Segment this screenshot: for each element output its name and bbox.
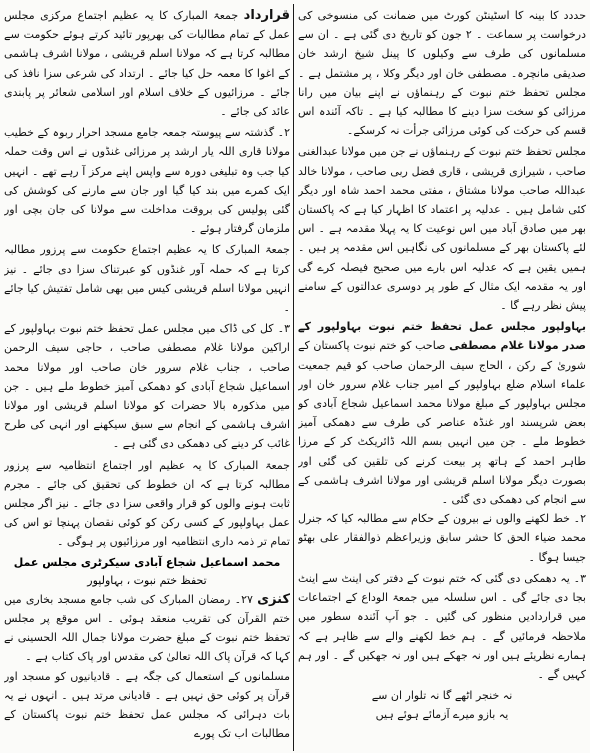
article-paragraph: جمعۃ المبارک کا یہ عظیم اجتماع حکومت سے پرزور مطالبہ کرتا ہے کہ حملہ آور غنڈوں کو عبرتناک سزا دی جائے ۔ نیز انہیں مولانا اسلم قریشی کیس میں بھی شامل تفتیش کیا جائے ۔ [4, 243, 290, 315]
poem-line-2: یہ بازو میرے آزمائے ہوئے ہیں [375, 708, 509, 722]
poem-line-1: نہ خنجر اٹھے گا نہ تلوار ان سے [371, 689, 513, 703]
article-paragraph: ۳۔ یہ دھمکی دی گئی کہ ختم نبوت کے دفتر کی اینٹ سے اینٹ بجا دی جائے گی ۔ اس سلسلہ میں جمعۃ الوداع کے اجتماعات میں قراردادیں منظور کی گئیں ۔ جو آپ آئندہ سطور میں ملاحظہ فرمائیں گے ۔ ہم خط لکھنے والے سے ظاہر ہے کہ ہمارے نظریئے ہیں اور نہ جھکے ہیں اور نہ جھکیں گے ۔ اور ہم کہیں گے ۔ [298, 571, 586, 681]
resolution-heading: قرارداد [243, 8, 290, 23]
resolution-paragraph [4, 6, 290, 121]
left-column [4, 6, 290, 750]
article-paragraph: مسلمانوں کے استعمال کی جگہ ہے ۔ قادیانیوں کو مسجد اور قرآن پر کوئی حق نہیں ہے ۔ قادیانی مرتد ہیں ۔ انہوں نے یہ بات دہرائی کہ مجلس عمل تحفظ ختم نبوت پاکستان کے مطالبات اب تک پورے [4, 669, 290, 741]
kanzi-heading: کنزی [257, 591, 290, 607]
column-divider [293, 4, 294, 751]
article-paragraph: ۲۔ خط لکھنے والوں نے بیرون کے حکام سے مطالبہ کیا کہ جنرل محمد ضیاء الحق کا حشر سابق وزیراعظم ذوالفقار علی بھٹو جیسا ہوگا ۔ [298, 512, 586, 564]
kanzi-paragraph [4, 590, 290, 667]
article-paragraph: جمعۃ المبارک کا یہ عظیم اور اجتماع انتظامیہ سے پرزور مطالبہ کرتا ہے کہ ان خطوط کی تحقیق کی جائے ۔ مجرم ثابت ہونے والوں کو قرار واقعی سزا دی جائے ۔ نیز اگر مجلس عمل بہاولپور کے کسی رکن کو کوئی نقصان پہنچا تو اس کی تمام تر ذمہ داری انتظامیہ اور مرزائیوں پر ہوگی ۔ [4, 458, 290, 549]
signature-name: محمد اسماعیل شجاع آبادی سیکرٹری مجلس عمل [13, 555, 281, 569]
article-paragraph: صاحب کو ختم نبوت پاکستان کے شوریٰ کے رکن ، الحاج سیف الرحمان صاحب کو قیم جمعیت علماء اسلام ضلع بہاولپور کے امیر جناب غلام سرور خان اور مجلس بہاولپور کے مبلغ مولانا محمد اسماعیل شجاع آبادی کو بعض شرپسند اور غنڈہ عناصر کی طرف سے دھمکی آمیز خطوط ملے ۔ جن میں انہیں بسم اللہ ڈائریکٹ کر کے مرزا طاہر احمد کے ہاتھ پر بیعت کرنے کی تلقین کی گئی اور بصورت دیگر مولانا اسلم قریشی اور مولانا اشرف ہاشمی کے سے انجام کی دھمکی دی گئی ۔ [298, 339, 586, 507]
article-paragraph: حددد کا بینہ کا اسٹینٹن کورٹ میں ضمانت کی منسوخی کی درخواست پر سماعت ۔ ۲ جون کو تاریخ دی گئی ہے ۔ ان سے مسلمانوں کی طرف سے وکیلوں کا پینل شیخ ارشد خان صدیقی مانچرہ۔ مصطفی خان اور دیگر وکلا ، پر مشتمل ہے ۔ مجلس تحفظ ختم نبوت کے رہنماؤں نے اپنے بیان میں رانا مرزائی کو سخت سزا دینے کا مطالبہ کیا ہے ۔ تاکہ آئندہ اس قسم کی حرکت کی کوئی مرزائی جرأت نہ کرسکے۔ [298, 9, 586, 138]
signature-block [4, 554, 290, 590]
signature-subtitle: تحفظ ختم نبوت ، بہاولپور [87, 573, 207, 587]
article-paragraph-lead [298, 317, 586, 509]
bahawalpur-lead: بہاولپور مجلس عمل تحفظ ختم نبوت بہاولپور کے صدر مولانا غلام مصطفی [298, 320, 586, 353]
kanzi-text: ۲۷۔ رمضان المبارک کی شب جامع مسجد بخاری میں ختم القرآن کی تقریب منعقد ہوئی ۔ اس موقع پر مجلس تحفظ ختم نبوت کے مبلغ حضرت مولانا جمال اللہ الحسینی نے کہا کہ قرآن پاک اللہ تعالیٰ کی مقدس اور پاک کتاب ہے ۔ [4, 592, 290, 664]
resolution-text: جمعۃ المبارک کا یہ عظیم اجتماع مرکزی مجلس عمل کے تمام مطالبات کی بھرپور تائید کرتے ہوئے حکومت سے مطالبہ کرتا ہے کہ مولانا اسلم قریشی ، مولانا اشرف ہاشمی کے اغوا کا معمہ حل کیا جائے ۔ ارتداد کی شرعی سزا نافذ کی جائے ۔ مرزائیوں کے خلاف اسلام اور اسلامی شعائر پر پابندی عائد کی جائے ۔ [4, 9, 290, 119]
article-paragraph: مجلس تحفظ ختم نبوت کے رہنماؤں نے جن میں مولانا عبدالغنی صاحب ، شیرازی قریشی ، قاری فضل ربی صاحب ، مولانا خالد عبداللہ صاحب مولانا مشتاق ، مفتی محمد احمد شاہ اور دیگر کئی شامل ہیں ۔ عدلیہ پر اعتماد کا اظہار کیا ہے کہ پاکستان بھر میں صادق آباد میں اس نوعیت کا یہ پہلا مقدمہ ہے ۔ اس لئے پاکستان بھر کے مسلمانوں کی نگاہیں اس مقدمہ پر ہیں ۔ ہمیں یقین ہے کہ عدلیہ اس بارے میں صحیح فیصلہ کرے گی اور یہ مقدمہ ایک مثال کے طور پر دوسری عدالتوں کے سامنے پیش نظر رہے گا ۔ [298, 145, 586, 313]
article-paragraph: ۳۔ کل کی ڈاک میں مجلس عمل تحفظ ختم نبوت بہاولپور کے اراکین مولانا غلام مصطفی صاحب ، حاجی سیف الرحمن صاحب ، جناب غلام سرور خان صاحب اور مولانا محمد اسماعیل شجاع آبادی کو دھمکی آمیز خطوط ملے ہیں ۔ جن میں مذکورہ بالا حضرات کو مولانا اسلم قریشی اور مولانا اشرف ہاشمی کے انجام سے سبق سیکھنے اور انہی کی طرح غائب کر دینے کی دھمکی دی گئی ہے ۔ [4, 322, 290, 451]
article-paragraph: ۲۔ گذشتہ سے پیوستہ جمعہ جامع مسجد احرار ربوہ کے خطیب مولانا قاری اللہ یار ارشد پر مرزائی غنڈوں نے اس وقت حملہ کیا جب وہ تبلیغی دورہ سے واپس اپنے مرکز آ رہے تھے ۔ انہیں ایک کمرے میں بند کیا گیا اور جان سے مارنے کی کوشش کی گئی پولیس کی بروقت مداخلت سے مولانا کی جان بچی اور ملزمان گرفتار ہوئے ۔ [4, 126, 290, 236]
right-column [298, 6, 586, 750]
